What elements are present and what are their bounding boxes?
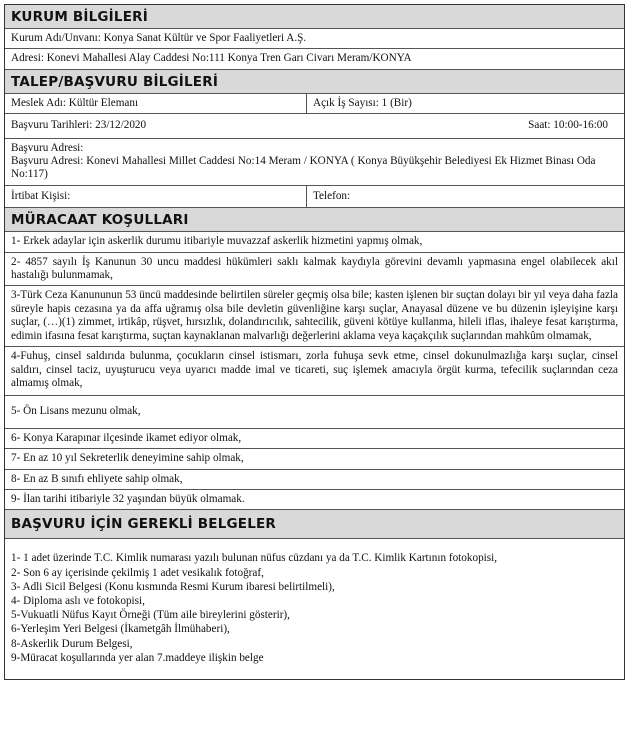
kosul-item: 9- İlan tarihi itibariyle 32 yaşından büyük olmamak. xyxy=(5,489,624,509)
belge-item: 9-Müracat koşullarında yer alan 7.maddeye ilişkin belge xyxy=(11,651,264,664)
telefon: Telefon: xyxy=(313,189,351,202)
talep-header: TALEP/BAŞVURU BİLGİLERİ xyxy=(5,69,624,93)
belge-item: 1- 1 adet üzerinde T.C. Kimlik numarası yazılı bulunan nüfus cüzdanı ya da T.C. Kimlik Kartının fotokopisi, xyxy=(11,552,498,565)
meslek-row xyxy=(5,93,624,113)
kurum-name: Kurum Adı/Unvanı: Konya Sanat Kültür ve Spor Faaliyetleri A.Ş. xyxy=(5,28,624,48)
kosul-item: 5- Ön Lisans mezunu olmak, xyxy=(5,395,624,427)
kosul-item: 2- 4857 sayılı İş Kanunun 30 uncu maddesi hükümleri saklı kalmak kaydıyla görevini devamlı yapmasına engel olabilecek akıl hastalığı bulunmamak, xyxy=(5,252,624,286)
belge-item: 8-Askerlik Durum Belgesi, xyxy=(11,637,133,650)
meslek-adi: Meslek Adı: Kültür Elemanı xyxy=(5,94,307,113)
belge-item: 6-Yerleşim Yeri Belgesi (İkametgâh İlmühaberi), xyxy=(11,623,230,636)
irtibat-kisisi: İrtibat Kişisi: xyxy=(5,186,307,207)
belge-item: 5-Vukuatli Nüfus Kayıt Örneği (Tüm aile bireylerini gösterir), xyxy=(11,609,290,622)
belgeler-header: BAŞVURU İÇİN GEREKLİ BELGELER xyxy=(5,509,624,538)
basvuru-saati: Saat: 10:00-16:00 xyxy=(528,119,608,132)
acik-is-sayisi: Açık İş Sayısı: 1 (Bir) xyxy=(313,96,412,109)
basvuru-tarihleri: Başvuru Tarihleri: 23/12/2020 xyxy=(11,119,147,132)
belge-item: 3- Adli Sicil Belgesi (Konu kısmında Resmi Kurum ibaresi belirtilmeli), xyxy=(11,580,335,593)
kosul-item: 1- Erkek adaylar için askerlik durumu itibariyle muvazzaf askerlik hizmetini yapmış olmak, xyxy=(5,231,624,251)
basvuru-adresi-label: Başvuru Adresi: xyxy=(11,141,84,154)
kurum-address: Adresi: Konevi Mahallesi Alay Caddesi No:111 Konya Tren Garı Civarı Meram/KONYA xyxy=(5,48,624,68)
kosul-item: 6- Konya Karapınar ilçesinde ikamet ediyor olmak, xyxy=(5,428,624,448)
irtibat-row xyxy=(5,185,624,207)
belgeler-list xyxy=(5,538,624,679)
basvuru-adresi: Başvuru Adresi: Konevi Mahallesi Millet Caddesi No:14 Meram / KONYA ( Konya Büyükşehir Belediyesi Ek Hizmet Binası Oda No:117) xyxy=(11,155,596,181)
kosul-item: 7- En az 10 yıl Sekreterlik deneyimine sahip olmak, xyxy=(5,448,624,468)
belge-item: 2- Son 6 ay içerisinde çekilmiş 1 adet vesikalık fotoğraf, xyxy=(11,566,264,579)
kosul-item: 4-Fuhuş, cinsel saldırıda bulunma, çocukların cinsel istismarı, zorla fuhuşa sevk etme, cinsel dokunulmazlığa karşı suçlar, cinsel saldırı, cinsel taciz, uyuşturucu veya uyarıcı madde imal ve ticareti, suç işlemek amacıyla örgüt kurma, tefecilik suçlarından ceza almamış olmak, xyxy=(5,346,624,395)
kurum-header: KURUM BİLGİLERİ xyxy=(5,5,624,28)
basvuru-adresi-block xyxy=(5,138,624,185)
kosul-item: 8- En az B sınıfı ehliyete sahip olmak, xyxy=(5,469,624,489)
job-posting-document xyxy=(4,4,625,680)
kosul-item: 3-Türk Ceza Kanununun 53 üncü maddesinde belirtilen süreler geçmiş olsa bile; kasten işlenen bir suçtan dolayı bir yıl veya daha fazla süreyle hapis cezasına ya da affa uğramış olsa bile devletin güvenliğine karşı suçlar, Anayasal düzene ve bu düzenin işleyişine karşı suçlar, (…)(1) zimmet, irtikâp, rüşvet, hırsızlık, dolandırıcılık, sahtecilik, güveni kötüye kullanma, hileli iflas, ihaleye fesat karıştırma, edimin ifasına fesat karıştırma, suçtan kaynaklanan malvarlığı değerlerini aklama veya kaçakçılık suçlarından mahkûm olmamak, xyxy=(5,285,624,346)
kosullar-header: MÜRACAAT KOŞULLARI xyxy=(5,207,624,231)
tarih-row xyxy=(5,113,624,137)
belge-item: 4- Diploma aslı ve fotokopisi, xyxy=(11,594,145,607)
